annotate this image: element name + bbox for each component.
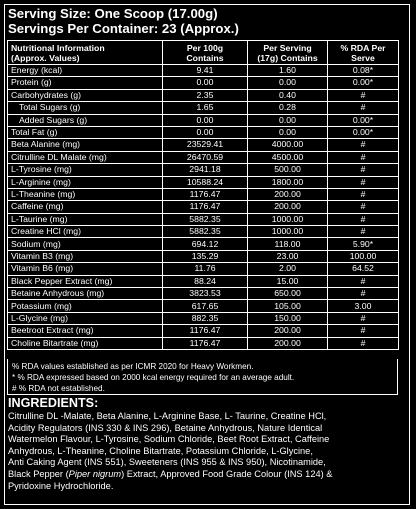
table-row bbox=[8, 102, 399, 114]
ingredients-line: Citrulline DL -Malate, Beta Alanine, L-Arginine Base, L- Taurine, Creatine HCl, bbox=[8, 411, 327, 421]
table-row bbox=[8, 275, 399, 287]
nutrient-name: Carbohydrates (g) bbox=[8, 89, 163, 101]
botanical-name: Piper nigrum bbox=[68, 468, 122, 479]
table-row bbox=[8, 312, 399, 324]
per-100g-value: 23529.41 bbox=[163, 139, 248, 151]
nutrient-name: L-Theanine (mg) bbox=[8, 188, 163, 200]
per-100g-value: 2941.18 bbox=[163, 164, 248, 176]
per-100g-value: 1176.47 bbox=[163, 337, 248, 349]
per-serving-value: 150.00 bbox=[248, 312, 328, 324]
ingredients-line: Acidity Regulators (INS 330 & INS 296), Betaine Anhydrous, Nature Identical bbox=[8, 422, 323, 433]
table-row bbox=[8, 139, 399, 151]
nutrient-name: Citrulline DL Malate (mg) bbox=[8, 151, 163, 163]
nutrient-name: Potassium (mg) bbox=[8, 300, 163, 312]
rda-value: # bbox=[328, 89, 399, 101]
rda-value: # bbox=[328, 226, 399, 238]
ingredients-text bbox=[8, 411, 406, 492]
nutrition-table-body bbox=[8, 65, 399, 350]
table-row bbox=[8, 213, 399, 225]
ingredients-line: Anhydrous, L-Theanine, Choline Bitartrate, Potassium Chloride, L-Glycine, bbox=[8, 445, 313, 456]
per-serving-value: 1000.00 bbox=[248, 226, 328, 238]
rda-value: 5.90* bbox=[328, 238, 399, 250]
rda-value: # bbox=[328, 176, 399, 188]
rda-value: # bbox=[328, 288, 399, 300]
table-row bbox=[8, 114, 399, 126]
header-nutritional-information: Nutritional Information (Approx. Values) bbox=[8, 41, 163, 65]
nutrient-name: Added Sugars (g) bbox=[8, 114, 163, 126]
table-row bbox=[8, 300, 399, 312]
nutrient-name: Protein (g) bbox=[8, 77, 163, 89]
table-row bbox=[8, 238, 399, 250]
per-serving-value: 200.00 bbox=[248, 325, 328, 337]
per-serving-value: 4500.00 bbox=[248, 151, 328, 163]
per-100g-value: 1176.47 bbox=[163, 201, 248, 213]
ingredients-line: Black Pepper (Piper nigrum) Extract, Approved Food Grade Colour (INS 124) & bbox=[8, 468, 333, 479]
table-row bbox=[8, 226, 399, 238]
per-100g-value: 2.35 bbox=[163, 89, 248, 101]
rda-value: # bbox=[328, 139, 399, 151]
table-row bbox=[8, 77, 399, 89]
nutrient-name: Caffeine (mg) bbox=[8, 201, 163, 213]
per-serving-value: 200.00 bbox=[248, 337, 328, 349]
ingredients-line: Anti Caking Agent (INS 551), Sweeteners (INS 955 & INS 950), Nicotinamide, bbox=[8, 457, 326, 468]
nutrient-name: Creatine HCl (mg) bbox=[8, 226, 163, 238]
table-row bbox=[8, 126, 399, 138]
per-serving-value: 200.00 bbox=[248, 201, 328, 213]
rda-value: # bbox=[328, 213, 399, 225]
per-100g-value: 11.76 bbox=[163, 263, 248, 275]
per-100g-value: 5882.35 bbox=[163, 226, 248, 238]
table-row bbox=[8, 337, 399, 349]
serving-info bbox=[8, 6, 239, 36]
per-100g-value: 0.00 bbox=[163, 114, 248, 126]
per-100g-value: 694.12 bbox=[163, 238, 248, 250]
per-serving-value: 2.00 bbox=[248, 263, 328, 275]
nutrient-name: Beetroot Extract (mg) bbox=[8, 325, 163, 337]
rda-value: 100.00 bbox=[328, 250, 399, 262]
rda-value: # bbox=[328, 325, 399, 337]
nutrient-name: Choline Bitartrate (mg) bbox=[8, 337, 163, 349]
per-serving-value: 23.00 bbox=[248, 250, 328, 262]
table-header-row bbox=[8, 41, 399, 65]
rda-value: 3.00 bbox=[328, 300, 399, 312]
nutrient-name: Sodium (mg) bbox=[8, 238, 163, 250]
rda-value: # bbox=[328, 312, 399, 324]
footnotes bbox=[7, 359, 398, 395]
table-row bbox=[8, 325, 399, 337]
header-rda: % RDA Per Serve bbox=[328, 41, 399, 65]
per-100g-value: 88.24 bbox=[163, 275, 248, 287]
servings-per-container: Servings Per Container: 23 (Approx.) bbox=[8, 21, 239, 36]
nutrient-name: Total Fat (g) bbox=[8, 126, 163, 138]
per-100g-value: 882.35 bbox=[163, 312, 248, 324]
rda-value: # bbox=[328, 337, 399, 349]
per-serving-value: 0.00 bbox=[248, 126, 328, 138]
rda-value: # bbox=[328, 164, 399, 176]
per-serving-value: 1800.00 bbox=[248, 176, 328, 188]
per-100g-value: 3823.53 bbox=[163, 288, 248, 300]
table-row bbox=[8, 188, 399, 200]
footnote-icmr: % RDA values established as per ICMR 2020 for Heavy Workmen. bbox=[12, 362, 254, 371]
header-per-serving: Per Serving (17g) Contains bbox=[248, 41, 328, 65]
nutrient-name: Energy (kcal) bbox=[8, 65, 163, 77]
per-100g-value: 0.00 bbox=[163, 126, 248, 138]
header-per-100g: Per 100g Contains bbox=[163, 41, 248, 65]
per-100g-value: 617.65 bbox=[163, 300, 248, 312]
per-serving-value: 118.00 bbox=[248, 238, 328, 250]
nutrient-name: Vitamin B6 (mg) bbox=[8, 263, 163, 275]
per-100g-value: 1.65 bbox=[163, 102, 248, 114]
per-serving-value: 1000.00 bbox=[248, 213, 328, 225]
nutrient-name: Total Sugars (g) bbox=[8, 102, 163, 114]
nutrition-table bbox=[7, 40, 399, 350]
footnote-not-established: # % RDA not established. bbox=[12, 384, 105, 393]
rda-value: # bbox=[328, 151, 399, 163]
table-row bbox=[8, 176, 399, 188]
rda-value: # bbox=[328, 275, 399, 287]
footnote-kcal: * % RDA expressed based on 2000 kcal energy required for an average adult. bbox=[12, 373, 295, 382]
per-serving-value: 0.00 bbox=[248, 77, 328, 89]
table-row bbox=[8, 151, 399, 163]
rda-value: 64.52 bbox=[328, 263, 399, 275]
rda-value: 0.00* bbox=[328, 77, 399, 89]
rda-value: # bbox=[328, 102, 399, 114]
nutrient-name: L-Taurine (mg) bbox=[8, 213, 163, 225]
per-serving-value: 200.00 bbox=[248, 188, 328, 200]
nutrient-name: Black Pepper Extract (mg) bbox=[8, 275, 163, 287]
nutrient-name: L-Tyrosine (mg) bbox=[8, 164, 163, 176]
per-100g-value: 0.00 bbox=[163, 77, 248, 89]
table-row bbox=[8, 288, 399, 300]
per-100g-value: 10588.24 bbox=[163, 176, 248, 188]
ingredients-line: Watermelon Flavour, L-Tyrosine, Sodium Chloride, Beet Root Extract, Caffeine bbox=[8, 434, 330, 445]
nutrient-name: L-Arginine (mg) bbox=[8, 176, 163, 188]
nutrient-name: Betaine Anhydrous (mg) bbox=[8, 288, 163, 300]
nutrient-name: Beta Alanine (mg) bbox=[8, 139, 163, 151]
per-100g-value: 9.41 bbox=[163, 65, 248, 77]
per-serving-value: 500.00 bbox=[248, 164, 328, 176]
ingredients-heading: INGREDIENTS: bbox=[8, 396, 99, 410]
per-serving-value: 650.00 bbox=[248, 288, 328, 300]
table-row bbox=[8, 250, 399, 262]
per-100g-value: 1176.47 bbox=[163, 325, 248, 337]
table-row bbox=[8, 263, 399, 275]
per-100g-value: 135.29 bbox=[163, 250, 248, 262]
ingredients-line: Pyridoxine Hydrochloride. bbox=[8, 480, 114, 491]
serving-size: Serving Size: One Scoop (17.00g) bbox=[8, 6, 218, 21]
rda-value: 0.00* bbox=[328, 126, 399, 138]
per-serving-value: 15.00 bbox=[248, 275, 328, 287]
rda-value: # bbox=[328, 201, 399, 213]
per-serving-value: 105.00 bbox=[248, 300, 328, 312]
nutrient-name: L-Glycine (mg) bbox=[8, 312, 163, 324]
rda-value: 0.00* bbox=[328, 114, 399, 126]
rda-value: 0.08* bbox=[328, 65, 399, 77]
per-serving-value: 0.28 bbox=[248, 102, 328, 114]
nutrient-name: Vitamin B3 (mg) bbox=[8, 250, 163, 262]
per-100g-value: 5882.35 bbox=[163, 213, 248, 225]
table-row bbox=[8, 65, 399, 77]
rda-value: # bbox=[328, 188, 399, 200]
per-100g-value: 26470.59 bbox=[163, 151, 248, 163]
table-row bbox=[8, 89, 399, 101]
per-serving-value: 0.40 bbox=[248, 89, 328, 101]
per-serving-value: 1.60 bbox=[248, 65, 328, 77]
per-serving-value: 4000.00 bbox=[248, 139, 328, 151]
table-row bbox=[8, 164, 399, 176]
table-row bbox=[8, 201, 399, 213]
per-serving-value: 0.00 bbox=[248, 114, 328, 126]
per-100g-value: 1176.47 bbox=[163, 188, 248, 200]
